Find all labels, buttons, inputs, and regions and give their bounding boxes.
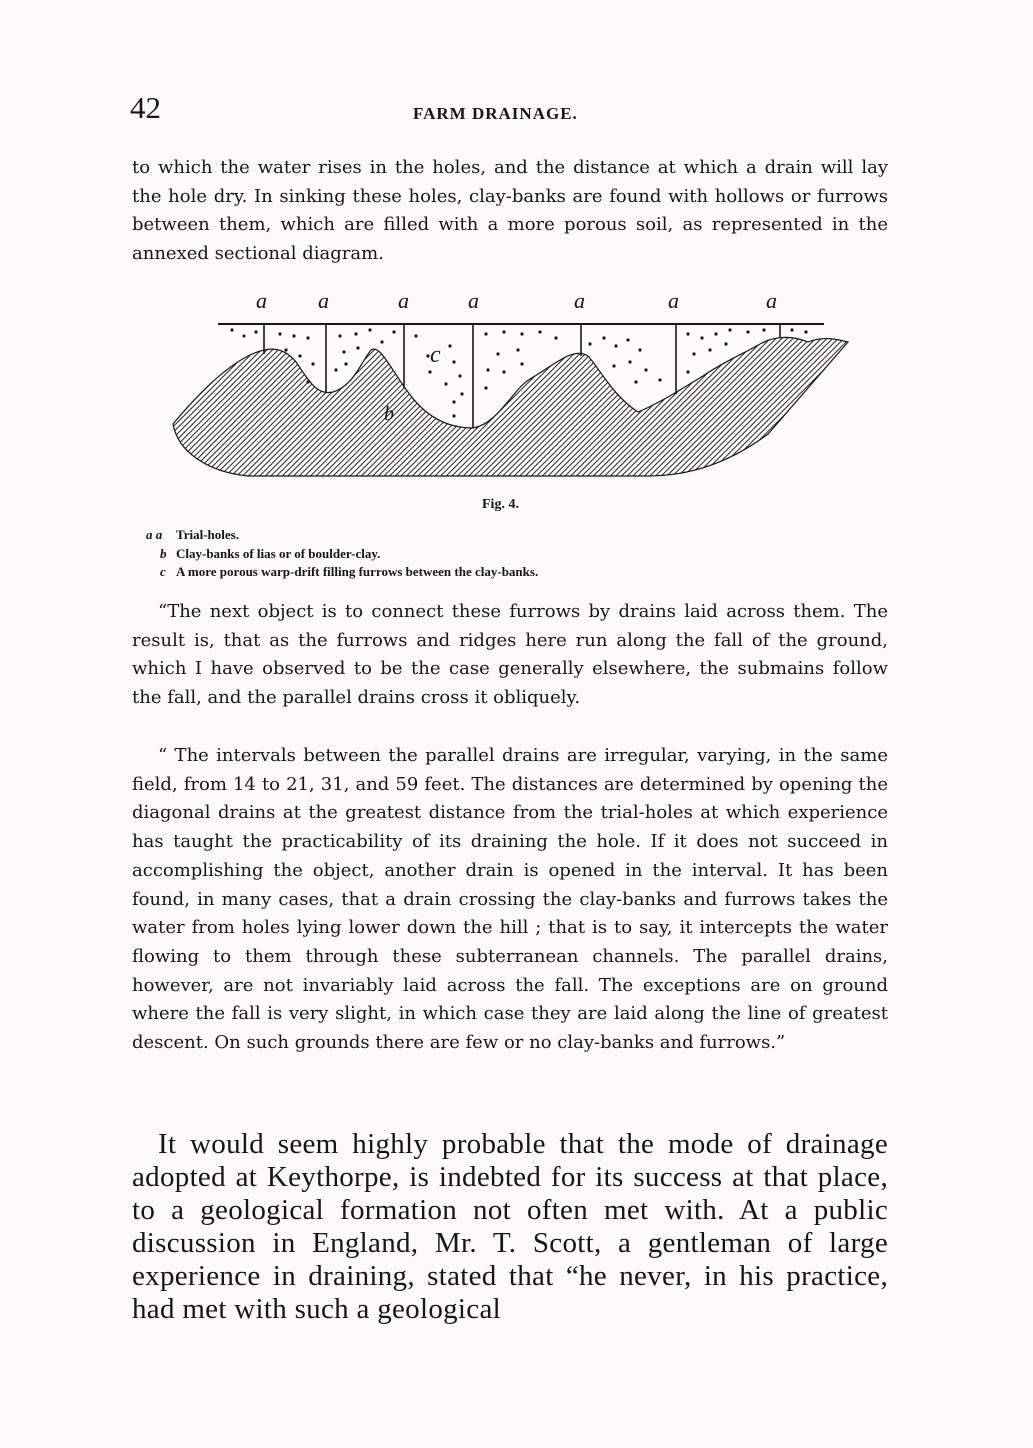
trial-hole-labels (256, 288, 777, 313)
hole-label-3: a (398, 288, 409, 313)
legend-key: a a (146, 527, 163, 542)
hole-label-7: a (766, 288, 777, 313)
sectional-diagram (168, 284, 858, 484)
legend-row-trial-holes (146, 526, 538, 545)
legend-row-porous-drift (146, 563, 538, 582)
figure-legend (146, 526, 538, 582)
clay-label: b (384, 403, 394, 425)
paragraph-intro: to which the water rises in the holes, and the distance at which a drain will lay the hole dry. In sinking these holes, clay-banks are found with hollows or furrows between them, which are filled with a more porous soil, as represented in the annexed sectional diagram. (132, 157, 888, 265)
hole-label-2: a (318, 288, 329, 313)
hole-label-4: a (468, 288, 479, 313)
porous-label: c (430, 342, 441, 368)
paragraph-keythorpe: It would seem highly probable that the mode of drainage adopted at Keythorpe, is indebted for its success at that place, to a geological formation not often met with. At a public discussion in England, Mr. T. Scott, a gentleman of large experience in draining, stated that “he never, in his practice, had met with such a geological (132, 1128, 888, 1325)
legend-key: c (160, 564, 166, 579)
legend-row-clay-banks (146, 545, 538, 564)
legend-text: A more porous warp-drift filling furrows between the clay-banks. (176, 564, 539, 579)
paragraph-quote-furrows: “The next object is to connect these furrows by drains laid across them. The result is, that as the furrows and ridges here run along the fall of the ground, which I have observed to be the case generally elsewhere, the submains follow the fall, and the parallel drains cross it obliquely. (132, 601, 888, 709)
legend-text: Trial-holes. (176, 527, 239, 542)
page-number: 42 (130, 90, 161, 125)
clay-bank-section (173, 337, 848, 476)
legend-text: Clay-banks of lias or of boulder-clay. (176, 545, 381, 561)
hole-label-6: a (668, 288, 679, 313)
figure-caption: Fig. 4. (482, 497, 519, 512)
running-head: FARM DRAINAGE. (413, 104, 578, 123)
paragraph-quote-intervals: “ The intervals between the parallel drains are irregular, varying, in the same field, from 14 to 21, 31, and 59 feet. The distances are determined by opening the diagonal drains at the greatest distance from the trial-holes at which experience has taught the practicability of its draining the hole. If it does not succeed in accomplishing the object, another drain is opened in the interval. It has been found, in many cases, that a drain crossing the clay-banks and furrows takes the water from holes lying lower down the hill ; that is to say, it intercepts the water flowing to them through these subterranean channels. The parallel drains, however, are not invariably laid across the fall. The exceptions are on ground where the fall is very slight, in which case they are laid along the line of greatest descent. On such grounds there are few or no clay-banks and furrows.” (132, 745, 888, 1054)
hole-label-5: a (574, 288, 585, 313)
legend-key: b (160, 545, 167, 561)
hole-label-1: a (256, 288, 267, 313)
